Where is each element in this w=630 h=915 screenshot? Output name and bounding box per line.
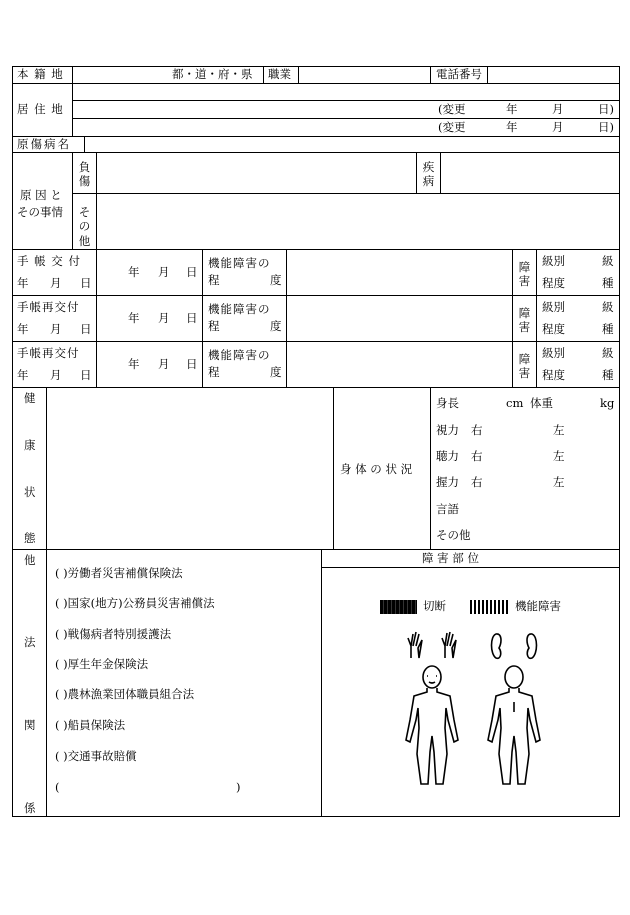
functional-legend-swatch bbox=[470, 600, 509, 614]
honseki-field[interactable] bbox=[73, 67, 169, 83]
change-day: 日) bbox=[598, 102, 614, 116]
body-status-label: 身 体 の 状 況 bbox=[340, 462, 413, 476]
func-label-1: 機能障害の bbox=[208, 256, 271, 270]
vision-right: 右 bbox=[471, 423, 483, 437]
height-label: 身長 bbox=[436, 396, 459, 410]
law-blank-close: ) bbox=[236, 780, 241, 794]
feet-icon[interactable] bbox=[488, 630, 542, 662]
func-label-2a: 程 bbox=[208, 319, 220, 333]
speech-label: 言語 bbox=[436, 502, 459, 516]
issue-label: 手帳再交付 bbox=[17, 300, 80, 314]
law-item[interactable]: ( )厚生年金保険法 bbox=[55, 657, 149, 671]
law-item[interactable]: ( )戦傷病者特別援護法 bbox=[55, 627, 172, 641]
health-char: 状 bbox=[24, 485, 36, 499]
issue-date-year: 年 bbox=[17, 276, 29, 290]
vision-label: 視力 bbox=[436, 423, 459, 437]
disability-site-title: 障 害 部 位 bbox=[422, 551, 479, 565]
degree-label: 程度 bbox=[542, 368, 565, 382]
law-item[interactable]: ( )国家(地方)公務員災害補償法 bbox=[55, 596, 215, 610]
degree-label: 程度 bbox=[542, 322, 565, 336]
disability-label: 障害 bbox=[518, 306, 531, 335]
degree-label: 程度 bbox=[542, 276, 565, 290]
date-month: 月 bbox=[158, 311, 170, 325]
residence-label: 居 住 地 bbox=[17, 102, 64, 116]
prefecture-label: 都・道・府・県 bbox=[172, 67, 253, 81]
func-degree-field[interactable] bbox=[287, 342, 511, 387]
law-char: 関 bbox=[24, 718, 36, 732]
func-label-1: 機能障害の bbox=[208, 302, 271, 316]
law-blank-open: ( bbox=[55, 780, 60, 794]
other-status-label: その他 bbox=[436, 528, 471, 542]
body-front-icon[interactable] bbox=[400, 664, 464, 788]
cm-unit: cm bbox=[506, 396, 524, 410]
law-item[interactable]: ( )交通事故賠償 bbox=[55, 749, 137, 763]
injury-label: 負傷 bbox=[78, 160, 91, 189]
func-label-2a: 程 bbox=[208, 273, 220, 287]
law-item[interactable]: ( )労働者災害補償保険法 bbox=[55, 566, 183, 580]
injury-name-label: 原傷病名 bbox=[17, 137, 71, 151]
func-label-2b: 度 bbox=[270, 365, 282, 379]
issue-date-day: 日 bbox=[80, 322, 92, 336]
grip-right: 右 bbox=[471, 475, 483, 489]
grade-label: 級別 bbox=[542, 346, 565, 360]
grade-label: 級別 bbox=[542, 254, 565, 268]
health-char: 態 bbox=[24, 531, 36, 545]
date-day: 日 bbox=[186, 357, 198, 371]
kg-unit: kg bbox=[600, 396, 615, 410]
occupation-field[interactable] bbox=[299, 67, 429, 83]
date-month: 月 bbox=[158, 265, 170, 279]
other-cause-label: その他 bbox=[78, 205, 91, 248]
change-month: 月 bbox=[552, 120, 564, 134]
functional-legend-label: 機能障害 bbox=[515, 599, 561, 613]
hands-palm-icon[interactable] bbox=[405, 628, 465, 662]
weight-label: 体重 bbox=[530, 396, 553, 410]
cause-label-2: その事情 bbox=[17, 205, 63, 219]
hearing-left: 左 bbox=[553, 449, 565, 463]
cause-label-1: 原 因 と bbox=[20, 188, 62, 202]
change-year: 年 bbox=[506, 120, 518, 134]
date-day: 日 bbox=[186, 311, 198, 325]
func-degree-field[interactable] bbox=[287, 250, 511, 295]
law-char: 他 bbox=[24, 553, 36, 567]
func-label-2b: 度 bbox=[270, 273, 282, 287]
law-item[interactable]: ( )農林漁業団体職員組合法 bbox=[55, 687, 195, 701]
other-cause-field[interactable] bbox=[97, 194, 618, 249]
func-label-2a: 程 bbox=[208, 365, 220, 379]
occupation-label: 職業 bbox=[268, 67, 291, 81]
change-prefix: (変更 bbox=[438, 102, 466, 116]
hearing-right: 右 bbox=[471, 449, 483, 463]
law-blank-field[interactable] bbox=[64, 778, 234, 796]
date-day: 日 bbox=[186, 265, 198, 279]
issue-date-day: 日 bbox=[80, 276, 92, 290]
amputation-legend-label: 切断 bbox=[423, 599, 446, 613]
health-char: 康 bbox=[24, 438, 36, 452]
grade-unit: 級 bbox=[602, 300, 614, 314]
change-month: 月 bbox=[552, 102, 564, 116]
date-year: 年 bbox=[128, 357, 140, 371]
law-char: 係 bbox=[24, 801, 36, 815]
injury-name-field[interactable] bbox=[85, 137, 618, 152]
grade-label: 級別 bbox=[542, 300, 565, 314]
law-char: 法 bbox=[24, 635, 36, 649]
change-day: 日) bbox=[598, 120, 614, 134]
phone-field[interactable] bbox=[488, 67, 618, 83]
degree-unit: 種 bbox=[602, 276, 614, 290]
func-degree-field[interactable] bbox=[287, 296, 511, 341]
vision-left: 左 bbox=[553, 423, 565, 437]
hearing-label: 聴力 bbox=[436, 449, 459, 463]
grip-left: 左 bbox=[553, 475, 565, 489]
phone-label: 電話番号 bbox=[436, 67, 482, 81]
grade-unit: 級 bbox=[602, 254, 614, 268]
issue-date-year: 年 bbox=[17, 368, 29, 382]
issue-date-month: 月 bbox=[50, 276, 62, 290]
grip-label: 握力 bbox=[436, 475, 459, 489]
issue-label: 手 帳 交 付 bbox=[17, 254, 81, 268]
disease-label: 疾病 bbox=[422, 160, 435, 189]
issue-date-month: 月 bbox=[50, 368, 62, 382]
date-month: 月 bbox=[158, 357, 170, 371]
issue-date-year: 年 bbox=[17, 322, 29, 336]
degree-unit: 種 bbox=[602, 322, 614, 336]
disability-label: 障害 bbox=[518, 260, 531, 289]
amputation-legend-swatch bbox=[380, 600, 417, 614]
change-year: 年 bbox=[506, 102, 518, 116]
func-label-2b: 度 bbox=[270, 319, 282, 333]
honseki-label: 本 籍 地 bbox=[17, 67, 64, 81]
health-field[interactable] bbox=[47, 388, 332, 549]
body-back-icon[interactable] bbox=[482, 664, 546, 788]
degree-unit: 種 bbox=[602, 368, 614, 382]
issue-date-day: 日 bbox=[80, 368, 92, 382]
issue-date-month: 月 bbox=[50, 322, 62, 336]
grade-unit: 級 bbox=[602, 346, 614, 360]
disease-field[interactable] bbox=[441, 153, 618, 193]
func-label-1: 機能障害の bbox=[208, 348, 271, 362]
injury-field[interactable] bbox=[97, 153, 415, 193]
date-year: 年 bbox=[128, 311, 140, 325]
residence-field[interactable] bbox=[73, 84, 619, 100]
health-char: 健 bbox=[24, 391, 36, 405]
issue-label: 手帳再交付 bbox=[17, 346, 80, 360]
change-prefix: (変更 bbox=[438, 120, 466, 134]
disability-label: 障害 bbox=[518, 352, 531, 381]
law-item[interactable]: ( )船員保険法 bbox=[55, 718, 126, 732]
date-year: 年 bbox=[128, 265, 140, 279]
